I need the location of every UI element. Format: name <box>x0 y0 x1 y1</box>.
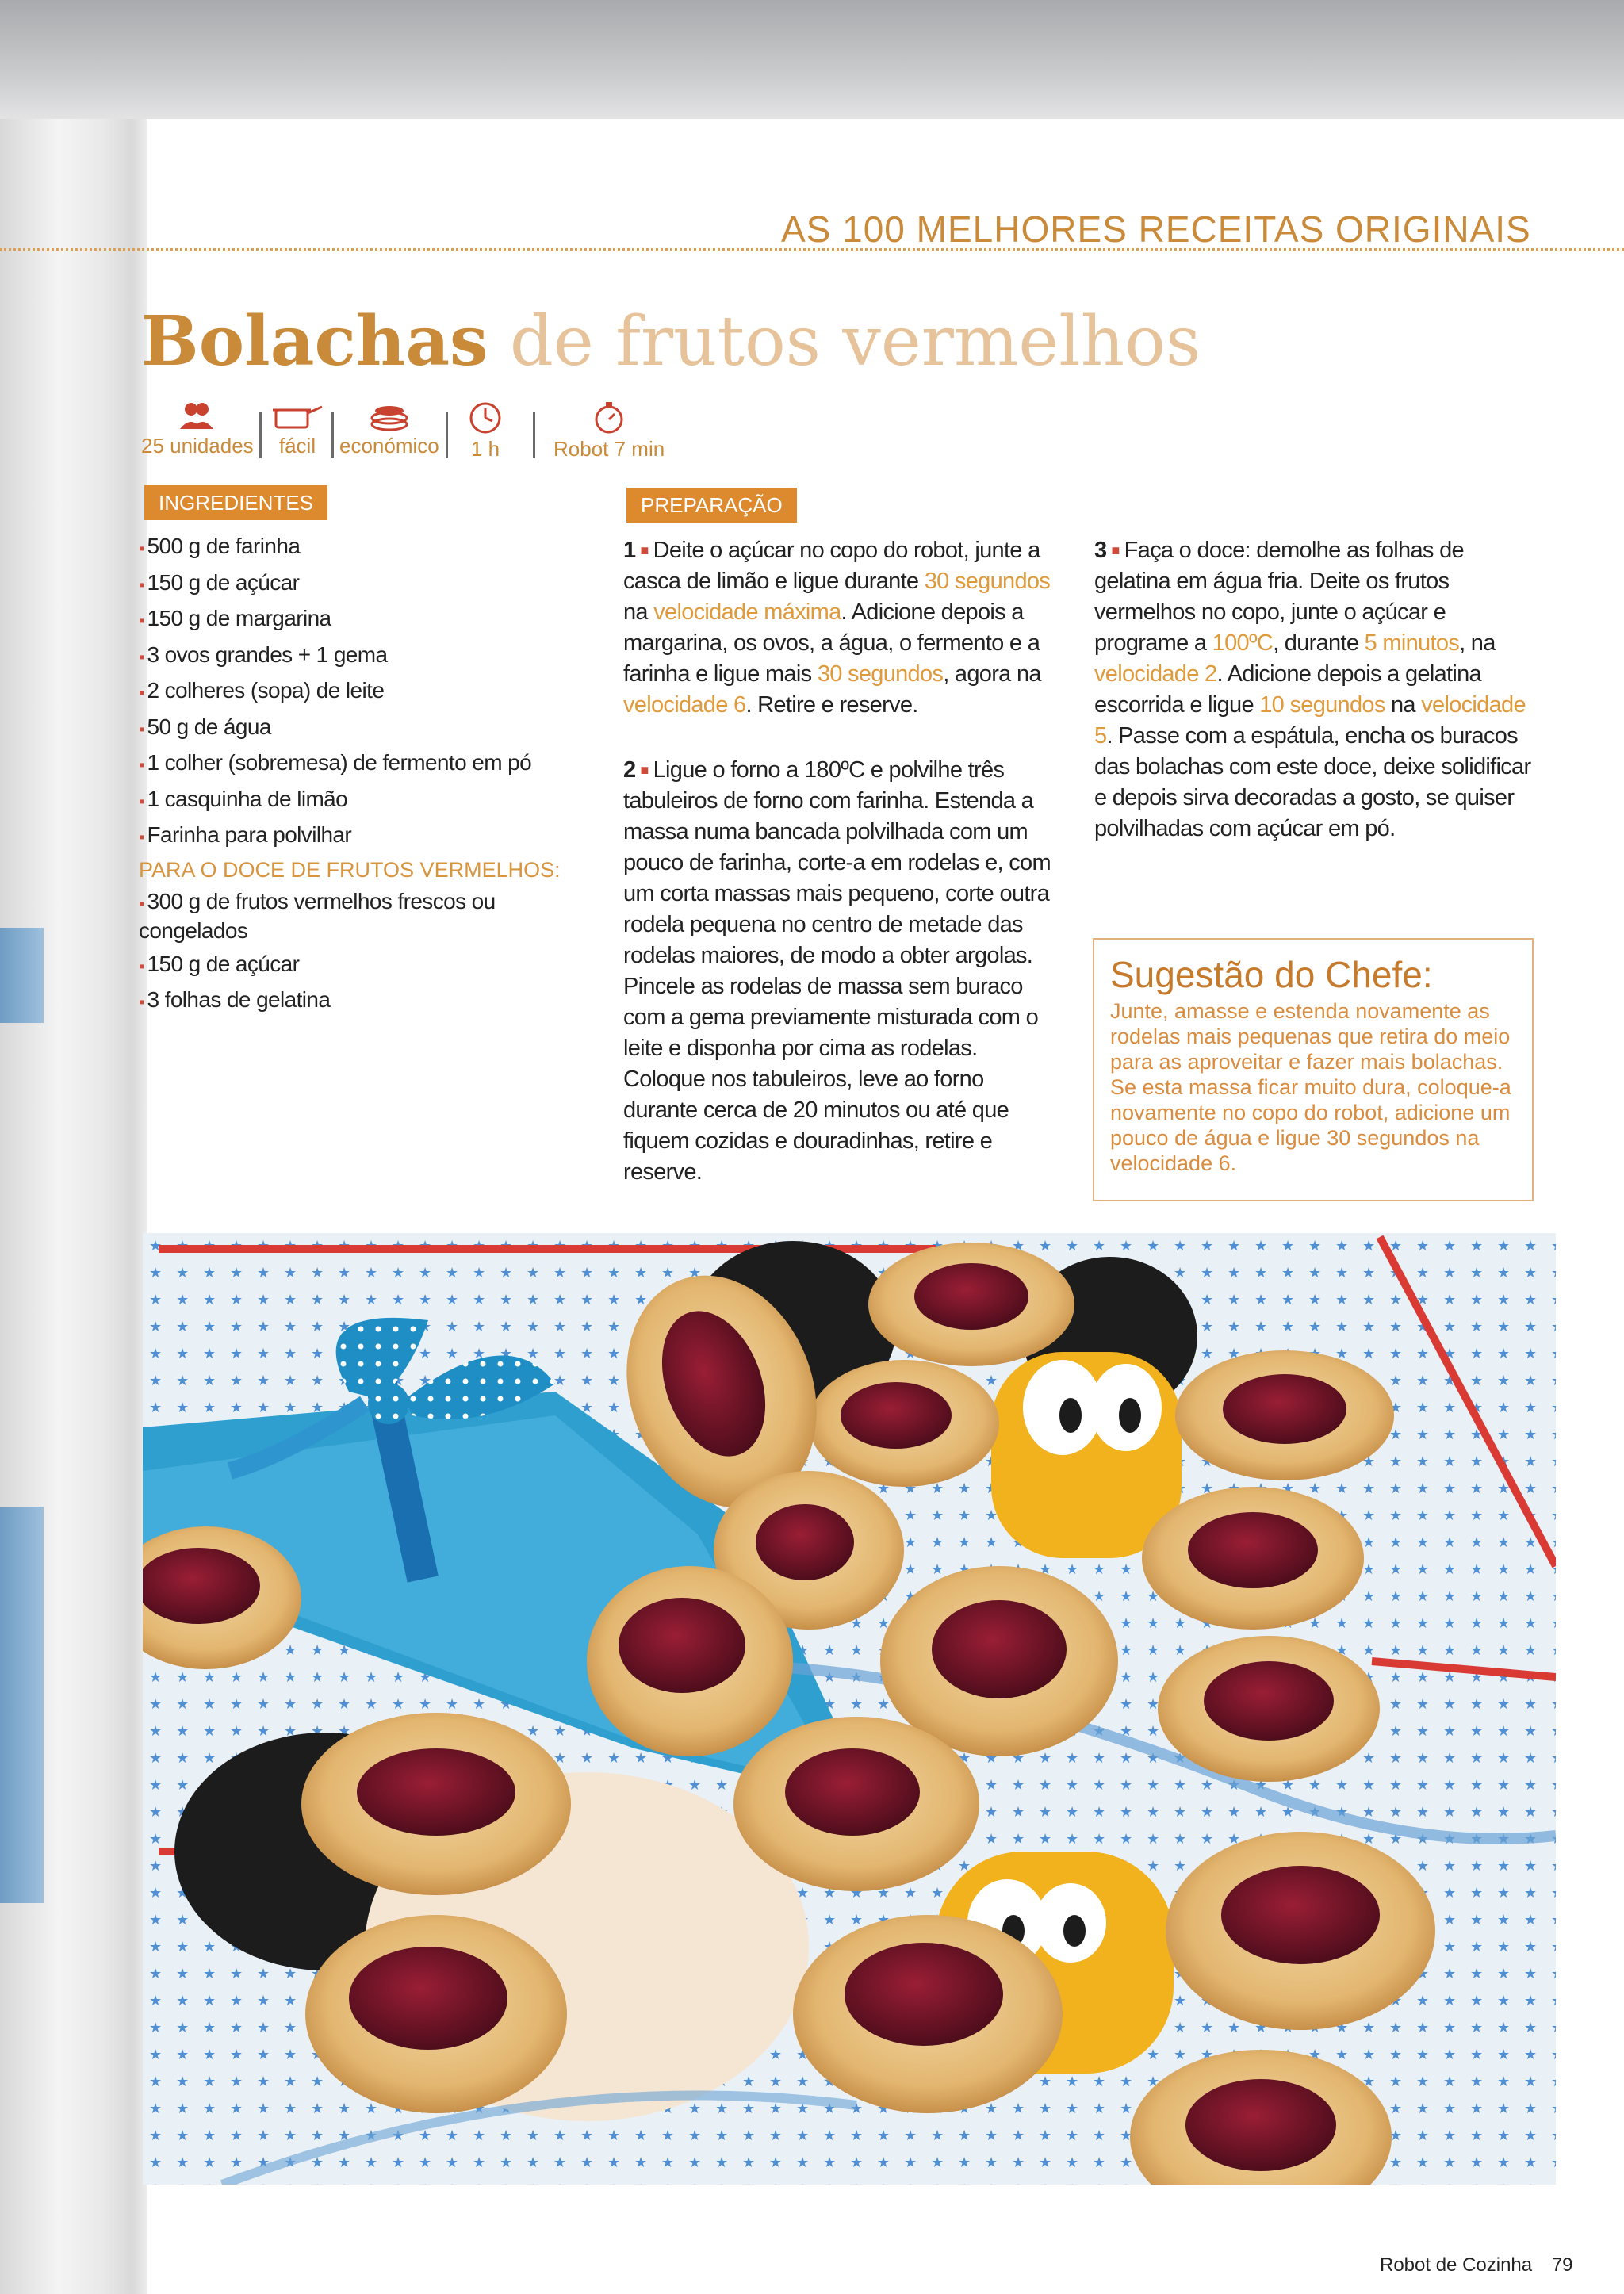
page-top-shadow <box>0 0 1624 119</box>
preparation-step-3: 3 ■ Faça o doce: demolhe as folhas de gelatina em água fria. Deite os frutos vermelhos no copo, junte o açúcar e programe a 100ºC, durante 5 minutos, na velocidade 2. Adicione depois a gelatina escorrida e ligue 10 segundos na velocidade 5. Passe com a espátula, encha os buracos das bolachas com este doce, deixe solidificar e depois sirva decoradas a gosto, se quiser polvilhadas com açúcar em pó. <box>1094 538 1531 841</box>
left-page-image-strip <box>0 928 44 1023</box>
meta-separator <box>533 412 535 458</box>
meta-separator <box>259 412 262 458</box>
chef-tip-box <box>1093 938 1534 1201</box>
ingredient-item: ▪ 1 casquinha de limão <box>139 786 348 811</box>
recipe-title <box>141 301 1201 381</box>
robot-time-meta <box>553 400 665 461</box>
page-number: 79 <box>1551 2254 1573 2276</box>
cost-meta <box>339 400 439 458</box>
book-spine-left-page <box>0 119 147 2294</box>
cookies-photo <box>143 1233 1556 2185</box>
magazine-name: Robot de Cozinha <box>1380 2254 1533 2276</box>
robot-time-label: Robot 7 min <box>553 437 665 461</box>
preparation-tag: PREPARAÇÃO <box>626 488 797 523</box>
pot-icon <box>270 400 325 432</box>
difficulty-label: fácil <box>278 434 316 458</box>
recipe-title-light: de frutos vermelhos <box>509 302 1201 381</box>
meta-separator <box>446 412 448 458</box>
ingredients-list <box>139 530 567 1020</box>
ingredient-item: ▪ 500 g de farinha <box>139 534 301 558</box>
difficulty-meta <box>270 400 325 458</box>
servings-meta <box>141 400 254 458</box>
ingredients-tag: INGREDIENTES <box>144 485 327 520</box>
servings-label: 25 unidades <box>141 434 254 458</box>
time-label: 1 h <box>470 437 500 461</box>
cookies-photo-illustration <box>143 1233 1556 2185</box>
chef-tip-body: Junte, amasse e estenda novamente as rodelas mais pequenas que retira do meio para as aproveitar e fazer mais bolachas. Se esta massa ficar muito dura, coloque-a novamente no copo do robot, adicione um pouco de água e ligue 30 segundos na velocidade 6. <box>1110 999 1511 1175</box>
header-dotted-rule <box>0 248 1624 251</box>
ingredient-item: ▪ 150 g de açúcar <box>139 569 300 595</box>
clock-icon <box>468 400 503 435</box>
ingredient-item: ▪ 50 g de água <box>139 714 271 739</box>
people-icon <box>175 400 220 432</box>
ingredients-subheading: PARA O DOCE DE FRUTOS VERMELHOS: <box>139 857 561 882</box>
preparation-step-1: 1 ■ Deite o açúcar no copo do robot, junte a casca de limão e ligue durante 30 segundos na velocidade máxima. Adicione depois a margarina, os ovos, a água, o fermento e a farinha e ligue mais 30 segundos, agora na velocidade 6. Retire e reserve. <box>623 538 1051 718</box>
robot-timer-icon <box>592 400 626 435</box>
ingredient-item: ▪ 2 colheres (sopa) de leite <box>139 678 385 703</box>
recipe-title-bold: Bolachas <box>141 301 488 381</box>
ingredient-item: ▪ 3 folhas de gelatina <box>139 987 331 1012</box>
chef-tip-title: Sugestão do Chefe: <box>1110 954 1433 995</box>
coins-icon <box>362 400 417 432</box>
ingredient-item: ▪ 300 g de frutos vermelhos frescos ou congelados <box>139 888 496 943</box>
page-footer <box>1380 2254 1573 2277</box>
ingredient-item: ▪ 3 ovos grandes + 1 gema <box>139 641 388 667</box>
ingredient-item: ▪ 1 colher (sobremesa) de fermento em pó <box>139 750 532 775</box>
ingredient-item: ▪ 150 g de açúcar <box>139 951 300 976</box>
meta-separator <box>331 412 334 458</box>
preparation-step-2: 2 ■ Ligue o forno a 180ºC e polvilhe três tabuleiros de forno com farinha. Estenda a massa numa bancada polvilhada com um pouco de farinha, corte-a em rodelas e, com um corta massas mais pequeno, corte outra rodela pequena no centro de metade das rodelas maiores, de modo a obter argolas. Pincele as rodelas de massa sem buraco com a gema previamente misturada com o leite e disponha por cima as rodelas. Coloque nos tabuleiros, leve ao forno durante cerca de 20 minutos ou até que fiquem cozidas e douradinhas, retire e reserve. <box>623 757 1051 1185</box>
time-meta <box>468 400 503 461</box>
ingredient-item: ▪ 150 g de margarina <box>139 606 331 630</box>
left-page-image-strip <box>0 1507 44 1903</box>
cost-label: económico <box>339 434 439 458</box>
ingredient-item: ▪ Farinha para polvilhar <box>139 822 352 847</box>
series-title: AS 100 MELHORES RECEITAS ORIGINAIS <box>781 209 1531 250</box>
